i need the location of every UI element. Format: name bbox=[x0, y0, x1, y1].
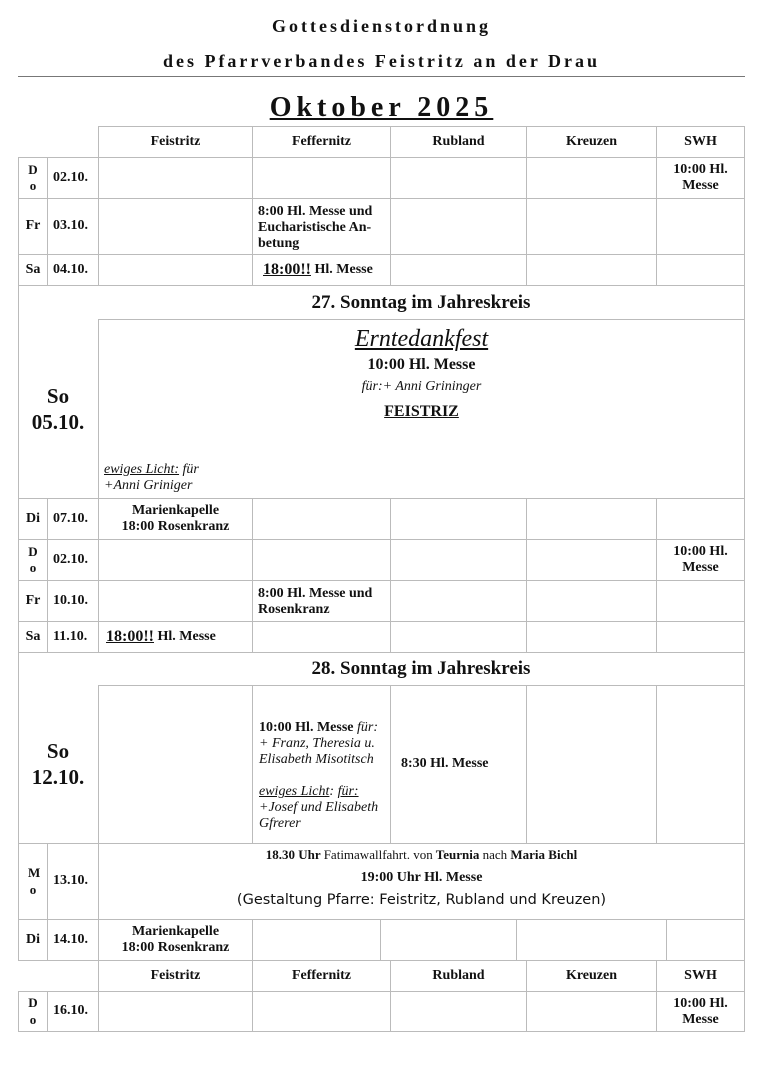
cell-feistritz bbox=[98, 254, 253, 286]
day-cell bbox=[18, 991, 48, 1032]
column-header-feistritz: Feistritz bbox=[98, 960, 253, 992]
cell-feffernitz: 8:00 Hl. Messe und Rosenkranz bbox=[252, 580, 391, 622]
column-header-feffernitz: Feffernitz bbox=[252, 960, 391, 992]
cell-feistritz bbox=[98, 919, 253, 961]
day-label: So bbox=[46, 383, 70, 408]
eternal-light-for: für bbox=[182, 462, 199, 477]
cell-kreuzen bbox=[526, 991, 657, 1032]
day-cell bbox=[18, 539, 48, 581]
cell-feffernitz bbox=[252, 157, 391, 199]
column-header-feistritz: Feistritz bbox=[98, 126, 253, 158]
cell-swh: 10:00 Hl. Messe bbox=[656, 157, 745, 199]
date-cell: 03.10. bbox=[47, 198, 99, 255]
cell-swh: 10:00 Hl. Messe bbox=[656, 539, 745, 581]
organization-note: (Gestaltung Pfarre: Feistritz, Rubland und Kreuzen) bbox=[236, 892, 607, 909]
pilgrimage-to: Maria Bichl bbox=[510, 847, 578, 862]
cell-kreuzen bbox=[526, 254, 657, 286]
pilgrimage-label: Fatimawallfahrt. von bbox=[323, 847, 433, 862]
day-label: Do bbox=[28, 543, 38, 575]
chapel-name: Marienkapelle bbox=[131, 503, 220, 518]
cell-feffernitz bbox=[252, 254, 391, 286]
cell-rubland bbox=[390, 198, 527, 255]
column-header-kreuzen: Kreuzen bbox=[526, 126, 657, 158]
day-label: So bbox=[46, 738, 70, 763]
document-subtitle: des Pfarrverbandes Feistritz an der Drau bbox=[162, 51, 601, 71]
location-label: FEISTRIZ bbox=[384, 403, 459, 421]
cell-feistritz bbox=[98, 621, 253, 653]
cell-kreuzen bbox=[526, 621, 657, 653]
day-cell: Sa bbox=[18, 621, 48, 653]
cell-kreuzen bbox=[526, 685, 657, 844]
day-cell: Sa bbox=[18, 254, 48, 286]
chapel-name: Marienkapelle bbox=[131, 924, 220, 939]
date-cell: 07.10. bbox=[47, 498, 99, 540]
day-cell: Fr bbox=[18, 198, 48, 255]
mass-intention: + Franz, Theresia u. Elisabeth Misotitsch bbox=[259, 736, 375, 768]
evening-mass: 19:00 Uhr Hl. Messe bbox=[360, 869, 483, 885]
mass-time: 10:00 Hl. Messe bbox=[259, 720, 354, 735]
cell-kreuzen bbox=[526, 157, 657, 199]
day-cell: Fr bbox=[18, 580, 48, 622]
day-cell: Di bbox=[18, 498, 48, 540]
cell-feffernitz bbox=[252, 919, 381, 961]
eternal-light bbox=[104, 462, 199, 494]
cell-kreuzen bbox=[526, 198, 657, 255]
cell-swh bbox=[656, 580, 745, 622]
cell-feistritz bbox=[98, 580, 253, 622]
cell-rubland bbox=[390, 580, 527, 622]
date-cell: 02.10. bbox=[47, 539, 99, 581]
sunday-title: 28. Sonntag im Jahreskreis bbox=[98, 653, 744, 685]
date-cell: 14.10. bbox=[47, 919, 99, 961]
sunday-day-date bbox=[20, 320, 96, 498]
column-header-feffernitz: Feffernitz bbox=[252, 126, 391, 158]
eternal-light-label: ewiges Licht: bbox=[104, 462, 180, 477]
cell-feffernitz bbox=[252, 991, 391, 1032]
cell-feistritz bbox=[98, 539, 253, 581]
mass-text: Hl. Messe bbox=[314, 261, 373, 277]
cell-rubland bbox=[390, 539, 527, 581]
day-label: Do bbox=[28, 161, 38, 193]
cell-rubland bbox=[390, 254, 527, 286]
date-cell: 04.10. bbox=[47, 254, 99, 286]
day-label: Mo bbox=[28, 865, 41, 897]
column-header-swh: SWH bbox=[656, 126, 745, 158]
cell-rubland: 8:30 Hl. Messe bbox=[390, 685, 527, 844]
cell-rubland bbox=[390, 621, 527, 653]
date-label: 05.10. bbox=[31, 410, 85, 434]
cell-feffernitz bbox=[252, 498, 391, 540]
sunday-day-date bbox=[20, 686, 96, 842]
mass-intention: für:+ Anni Grininger bbox=[361, 378, 482, 394]
pilgrimage-cell bbox=[98, 843, 745, 920]
cell-kreuzen bbox=[526, 498, 657, 540]
cell-feistritz bbox=[98, 991, 253, 1032]
cell-swh bbox=[656, 254, 745, 286]
mass-time: 10:00 Hl. Messe bbox=[367, 355, 476, 373]
cell-kreuzen bbox=[526, 539, 657, 581]
cell-feffernitz bbox=[252, 539, 391, 581]
mass-text: Hl. Messe bbox=[157, 628, 216, 644]
cell-rubland bbox=[380, 919, 517, 961]
cell-feffernitz bbox=[252, 685, 391, 844]
day-cell: Di bbox=[18, 919, 48, 961]
header-divider bbox=[18, 76, 745, 77]
pilgrimage-time: 18.30 Uhr bbox=[265, 847, 321, 862]
eternal-light-colon: : bbox=[329, 784, 335, 800]
pilgrimage-from: Teurnia bbox=[435, 847, 480, 862]
cell-rubland bbox=[390, 498, 527, 540]
eternal-light-names: +Josef und Elisabeth Gfrerer bbox=[259, 800, 379, 832]
cell-feistritz bbox=[98, 198, 253, 255]
cell-feffernitz: 8:00 Hl. Messe und Eucharistische An-betung bbox=[252, 198, 391, 255]
cell-kreuzen bbox=[516, 919, 667, 961]
day-cell bbox=[18, 843, 48, 920]
cell-swh bbox=[656, 498, 745, 540]
cell-rubland bbox=[390, 991, 527, 1032]
cell-feistritz bbox=[98, 498, 253, 540]
date-cell: 10.10. bbox=[47, 580, 99, 622]
column-header-rubland: Rubland bbox=[390, 126, 527, 158]
date-label: 12.10. bbox=[31, 765, 85, 789]
cell-swh bbox=[666, 919, 745, 961]
date-cell: 13.10. bbox=[47, 843, 99, 920]
eternal-light-label: ewiges Licht bbox=[259, 784, 330, 800]
eternal-light-name: +Anni Griniger bbox=[104, 478, 193, 494]
cell-swh bbox=[656, 198, 745, 255]
day-label: Do bbox=[28, 995, 38, 1027]
date-cell: 02.10. bbox=[47, 157, 99, 199]
time-emphasis: 18:00!! bbox=[106, 627, 154, 645]
cell-feistritz bbox=[98, 685, 253, 844]
date-cell: 11.10. bbox=[47, 621, 99, 653]
cell-kreuzen bbox=[526, 580, 657, 622]
cell-feffernitz bbox=[252, 621, 391, 653]
pilgrimage-to-word: nach bbox=[482, 847, 508, 862]
time-emphasis: 18:00!! bbox=[263, 260, 311, 278]
cell-feistritz bbox=[98, 157, 253, 199]
cell-swh bbox=[656, 685, 745, 844]
mass-for: für: bbox=[356, 720, 378, 735]
feast-title: Erntedankfest bbox=[354, 326, 489, 352]
sunday-main-cell bbox=[98, 319, 745, 499]
column-header-kreuzen: Kreuzen bbox=[526, 960, 657, 992]
month-title: Oktober 2025 bbox=[269, 92, 494, 123]
document-title: Gottesdienstordnung bbox=[271, 16, 492, 36]
rosary-time: 18:00 Rosenkranz bbox=[121, 940, 230, 956]
sunday-title: 27. Sonntag im Jahreskreis bbox=[98, 286, 744, 319]
cell-swh bbox=[656, 621, 745, 653]
cell-swh: 10:00 Hl. Messe bbox=[656, 991, 745, 1032]
rosary-time: 18:00 Rosenkranz bbox=[121, 519, 230, 535]
cell-rubland bbox=[390, 157, 527, 199]
date-cell: 16.10. bbox=[47, 991, 99, 1032]
column-header-rubland: Rubland bbox=[390, 960, 527, 992]
day-cell bbox=[18, 157, 48, 199]
column-header-swh: SWH bbox=[656, 960, 745, 992]
eternal-light-for: für: bbox=[337, 784, 359, 800]
